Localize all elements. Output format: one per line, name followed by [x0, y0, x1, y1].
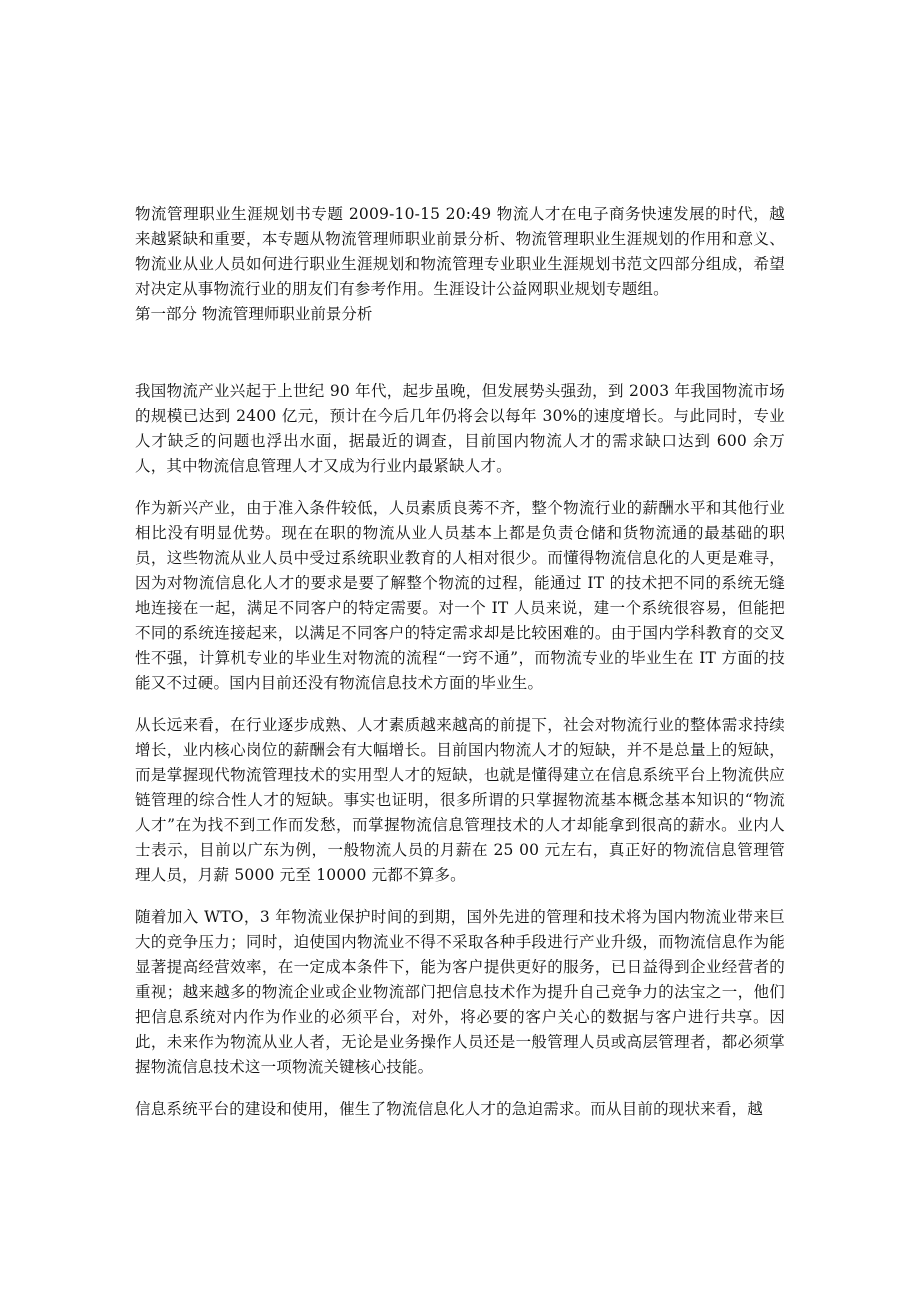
paragraph-5: 信息系统平台的建设和使用，催生了物流信息化人才的急迫需求。而从目前的现状来看，越: [135, 1100, 764, 1118]
document-body: [135, 202, 785, 1122]
intro-paragraph: 物流管理职业生涯规划书专题 2009-10-15 20:49 物流人才在电子商务快速发展的时代，越来越紧缺和重要，本专题从物流管理师职业前景分析、物流管理职业生涯规划的作用和意义、物流业从业人员如何进行职业生涯规划和物流管理专业职业生涯规划书范文四部分组成，希望对决定从事物流行业的朋友们有参考作用。生涯设计公益网职业规划专题组。: [135, 205, 785, 298]
paragraph-4: 随着加入 WTO，3 年物流业保护时间的到期，国外先进的管理和技术将为国内物流业带来巨大的竞争压力；同时，迫使国内物流业不得不采取各种手段进行产业升级，而物流信息作为能显著提高经营效率，在一定成本条件下，能为客户提供更好的服务，已日益得到企业经营者的重视；越来越多的物流企业或企业物流部门把信息技术作为提升自己竞争力的法宝之一，他们把信息系统对内作为作业的必须平台，对外，将必要的客户关心的数据与客户进行共享。因此，未来作为物流从业人者，无论是业务操作人员还是一般管理人员或高层管理者，都必须掌握物流信息技术这一项物流关键核心技能。: [135, 908, 785, 1076]
paragraph-3: 从长远来看，在行业逐步成熟、人才素质越来越高的前提下，社会对物流行业的整体需求持续增长，业内核心岗位的薪酬会有大幅增长。目前国内物流人才的短缺，并不是总量上的短缺，而是掌握现代物流管理技术的实用型人才的短缺，也就是懂得建立在信息系统平台上物流供应链管理的综合性人才的短缺。事实也证明，很多所谓的只掌握物流基本概念基本知识的“物流人才”在为找不到工作而发愁，而掌握物流信息管理技术的人才却能拿到很高的薪水。业内人士表示，目前以广东为例，一般物流人员的月薪在 25 00 元左右，真正好的物流信息管理管理人员，月薪 5000 元至 10000 元都不算多。: [135, 716, 785, 884]
paragraph-2: 作为新兴产业，由于准入条件较低，人员素质良莠不齐，整个物流行业的薪酬水平和其他行业相比没有明显优势。现在在职的物流从业人员基本上都是负责仓储和货物流通的最基础的职员，这些物流从业人员中受过系统职业教育的人相对很少。而懂得物流信息化的人更是难寻，因为对物流信息化人才的要求是要了解整个物流的过程，能通过 IT 的技术把不同的系统无缝地连接在一起，满足不同客户的特定需要。对一个 IT 人员来说，建一个系统很容易，但能把不同的系统连接起来，以满足不同客户的特定需求却是比较困难的。由于国内学科教育的交叉性不强，计算机专业的毕业生对物流的流程“一窍不通”，而物流专业的毕业生在 IT 方面的技能又不过硬。国内目前还没有物流信息技术方面的毕业生。: [135, 499, 785, 692]
paragraph-1: 我国物流产业兴起于上世纪 90 年代，起步虽晚，但发展势头强劲，到 2003 年我国物流市场的规模已达到 2400 亿元，预计在今后几年仍将会以每年 30%的速度增长。与此同时，专业人才缺乏的问题也浮出水面，据最近的调查，目前国内物流人才的需求缺口达到 600 余万人，其中物流信息管理人才又成为行业内最紧缺人才。: [135, 382, 785, 475]
section-heading: 第一部分 物流管理师职业前景分析: [135, 305, 373, 323]
